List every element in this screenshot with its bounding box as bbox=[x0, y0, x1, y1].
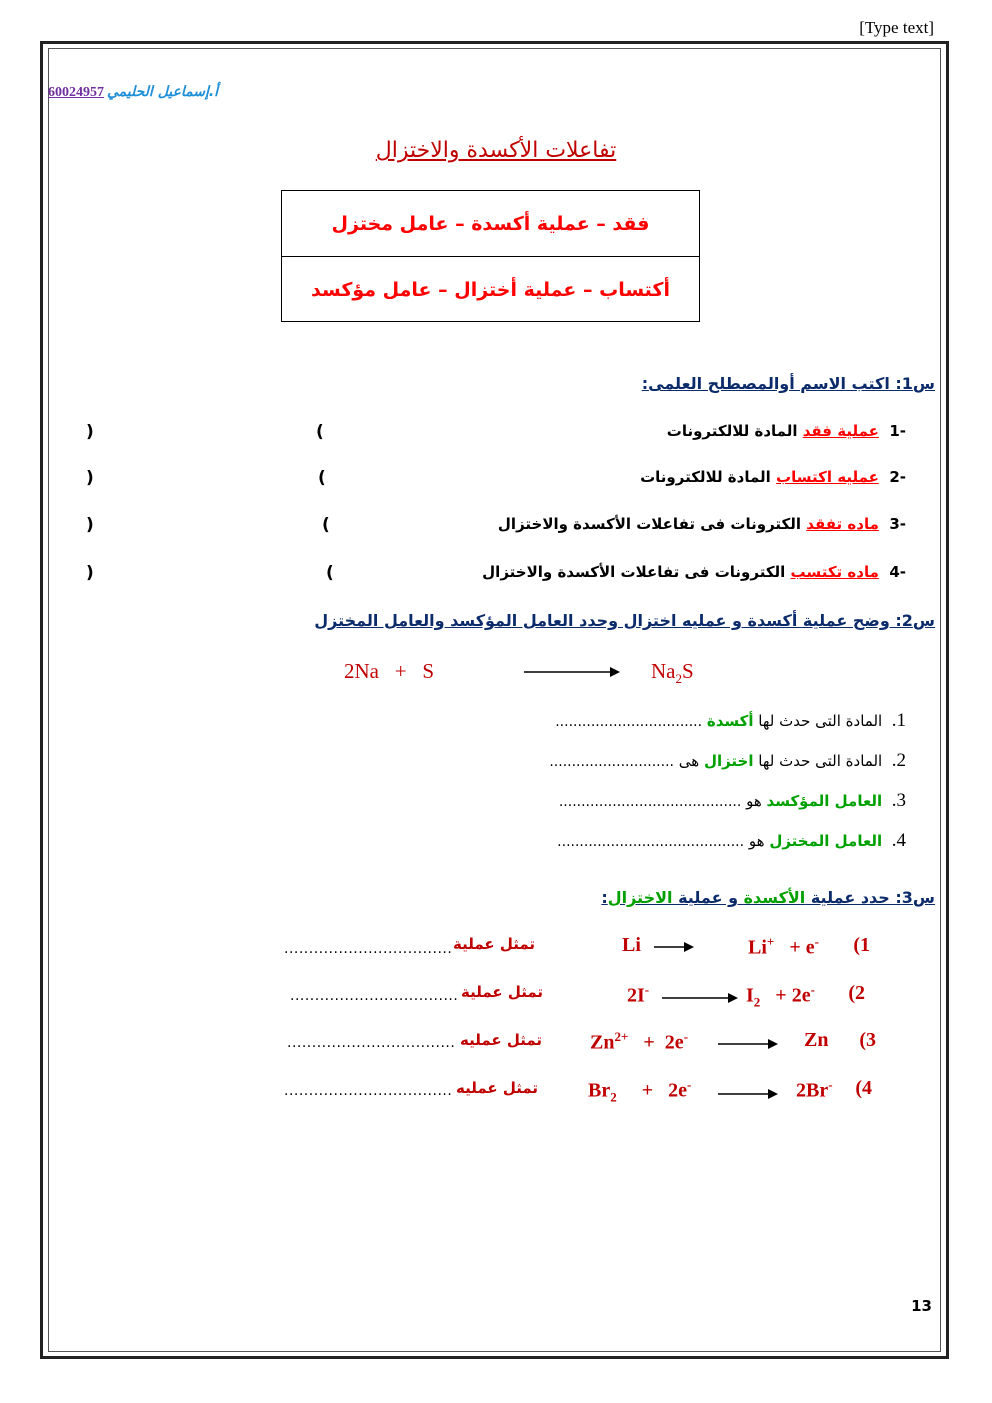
q2-item-number: 3. bbox=[891, 790, 906, 811]
q2-item-text-end: هو bbox=[748, 832, 770, 850]
summary-table bbox=[281, 190, 700, 322]
q2-item-text-end: هو bbox=[746, 792, 767, 810]
q2-item bbox=[549, 750, 906, 772]
q2-equation-reactants: 2Na + S bbox=[344, 659, 435, 683]
species-charge: - bbox=[644, 982, 650, 997]
plus-sign: + bbox=[641, 1079, 654, 1102]
q3-reaction-arrow bbox=[716, 1036, 780, 1052]
q1-item-text: المادة للالكترونات bbox=[640, 468, 777, 486]
electron: + e bbox=[789, 936, 815, 959]
q1-item-text: الكترونات فى تفاعلات الأكسدة والاختزال bbox=[482, 563, 791, 581]
q1-item-number: -2 bbox=[889, 468, 906, 486]
q2-item-number: 1. bbox=[891, 710, 906, 731]
electron: + 2e bbox=[775, 984, 811, 1007]
summary-row-oxidation: فقد – عملية أكسدة – عامل مختزل bbox=[331, 212, 650, 235]
product-symbol: Na bbox=[651, 659, 676, 683]
q3-reaction-index: (3 bbox=[859, 1029, 876, 1051]
q3-heading-colon: : bbox=[601, 888, 608, 907]
q1-item bbox=[667, 422, 906, 440]
electron-charge: - bbox=[683, 1029, 689, 1044]
species: 2Br bbox=[796, 1079, 829, 1102]
page-title bbox=[0, 138, 992, 163]
q2-item-keyword: أكسدة bbox=[706, 712, 754, 730]
species-charge: 2+ bbox=[614, 1029, 629, 1044]
q1-answer-paren-close[interactable]: ) bbox=[86, 515, 94, 535]
q3-answer-blank[interactable]: .................................. bbox=[287, 1035, 456, 1051]
q2-item-number: 4. bbox=[891, 830, 906, 851]
q1-answer-paren-open: ( bbox=[318, 468, 326, 488]
q3-reaction-index: (2 bbox=[848, 982, 865, 1004]
q3-reaction-index: (4 bbox=[855, 1077, 872, 1099]
q1-heading: س1: اكتب الاسم أوالمصطلح العلمى: bbox=[641, 374, 935, 393]
q1-item-text: المادة للالكترونات bbox=[666, 422, 803, 440]
q3-answer-label: تمثل عملية bbox=[453, 935, 536, 953]
q3-reaction-reactant bbox=[590, 1029, 688, 1055]
q1-answer-paren-close[interactable]: ) bbox=[86, 563, 94, 583]
q2-item bbox=[555, 710, 906, 732]
header-type-text: [Type text] bbox=[859, 18, 934, 37]
q3-reaction-product bbox=[748, 934, 819, 960]
q1-answer-paren-open: ( bbox=[322, 515, 330, 535]
species-charge: - bbox=[828, 1077, 833, 1092]
electron: 2e bbox=[664, 1031, 684, 1054]
q3-reaction-product bbox=[796, 1077, 833, 1103]
page-title-text: تفاعلات الأكسدة والاختزال bbox=[375, 138, 617, 163]
species: 2I bbox=[627, 984, 645, 1007]
q3-reaction-reactant bbox=[627, 982, 649, 1008]
summary-row-reduction: أكتساب – عملية أختزال – عامل مؤكسد bbox=[282, 256, 699, 322]
q1-answer-paren-close[interactable]: ) bbox=[86, 468, 94, 488]
q2-item-keyword: العامل المؤكسد bbox=[766, 792, 883, 810]
q2-answer-blank[interactable]: ............................ bbox=[549, 754, 674, 770]
q1-item bbox=[498, 515, 906, 533]
q2-answer-blank[interactable]: ......................................... bbox=[558, 794, 742, 810]
q1-answer-paren-close[interactable]: ) bbox=[86, 422, 94, 442]
q2-item-keyword: اختزال bbox=[703, 752, 754, 770]
q2-item-number: 2. bbox=[891, 750, 906, 771]
q1-item-text: الكترونات فى تفاعلات الأكسدة والاختزال bbox=[497, 515, 807, 533]
q3-reaction-product: Zn bbox=[804, 1029, 829, 1051]
q3-answer-label: تمثل عمليه bbox=[456, 1079, 539, 1097]
q3-answer-blank[interactable]: .................................. bbox=[284, 1083, 453, 1099]
q3-heading-reduction: الاختزال bbox=[607, 888, 673, 907]
q3-answer-blank[interactable]: .................................. bbox=[284, 941, 453, 957]
q2-item-text: المادة التى حدث لها bbox=[753, 752, 883, 770]
q2-heading: س2: وضح عملية أكسدة و عمليه اختزال وحدد العامل المؤكسد والعامل المختزل bbox=[314, 611, 935, 630]
q3-answer-blank[interactable]: .................................. bbox=[290, 988, 459, 1004]
q1-item-highlight: ماده تفقد bbox=[806, 515, 879, 533]
q2-equation-arrow bbox=[522, 664, 622, 680]
q3-reaction-reactant bbox=[588, 1077, 691, 1106]
page-number: 13 bbox=[911, 1297, 932, 1315]
species-charge: + bbox=[766, 934, 775, 949]
q1-item-highlight: ماده تكتسب bbox=[790, 563, 879, 581]
q3-heading bbox=[601, 888, 935, 907]
q2-item-text: المادة التى حدث لها bbox=[753, 712, 883, 730]
q2-answer-blank[interactable]: .......................................... bbox=[557, 834, 745, 850]
electron: 2e bbox=[668, 1079, 688, 1102]
q1-item-number: -3 bbox=[889, 515, 906, 533]
q1-item-number: -4 bbox=[889, 563, 906, 581]
species-subscript: 2 bbox=[753, 994, 761, 1010]
teacher-phone: 60024957 bbox=[48, 85, 104, 100]
q2-item bbox=[557, 830, 906, 852]
q1-item-highlight: عملية فقد bbox=[802, 422, 879, 440]
electron-charge: - bbox=[687, 1077, 692, 1092]
teacher-name: أ.إسماعيل الحليمي bbox=[107, 84, 219, 100]
q3-answer-label: تمثل عملية bbox=[461, 983, 544, 1001]
q1-answer-paren-open: ( bbox=[326, 563, 334, 583]
species: Zn bbox=[590, 1031, 615, 1054]
species: Li bbox=[748, 936, 767, 959]
electron-charge: - bbox=[814, 934, 819, 949]
q1-item-highlight: عمليه اكتساب bbox=[776, 468, 879, 486]
q2-item-keyword: العامل المختزل bbox=[769, 832, 883, 850]
q3-answer-label: تمثل عمليه bbox=[460, 1031, 543, 1049]
plus-sign: + bbox=[643, 1031, 655, 1054]
q2-item bbox=[559, 790, 906, 812]
q3-heading-oxidation: الأكسدة bbox=[743, 888, 806, 907]
q3-heading-text: س3: حدد عملية bbox=[805, 888, 935, 907]
product-symbol-end: S bbox=[682, 659, 694, 683]
q3-reaction-arrow bbox=[652, 939, 696, 955]
species: I bbox=[746, 984, 754, 1007]
product-subscript: 2 bbox=[675, 671, 682, 687]
q3-reaction-arrow bbox=[660, 990, 740, 1006]
teacher-credit bbox=[48, 84, 218, 101]
q3-reaction-product bbox=[746, 982, 815, 1011]
species: Br bbox=[588, 1079, 611, 1102]
q2-equation-product bbox=[651, 659, 694, 687]
q2-item-text-end: هى bbox=[678, 752, 704, 770]
q3-reaction-reactant: Li bbox=[622, 934, 641, 956]
q3-heading-mid: و عملية bbox=[672, 888, 744, 907]
q1-item bbox=[482, 563, 906, 581]
species-subscript: 2 bbox=[610, 1089, 617, 1105]
q1-item-number: -1 bbox=[889, 422, 906, 440]
q2-answer-blank[interactable]: ................................. bbox=[555, 714, 703, 730]
q3-reaction-arrow bbox=[716, 1086, 780, 1102]
q1-item bbox=[640, 468, 906, 486]
electron-charge: - bbox=[810, 982, 815, 997]
q3-reaction-index: (1 bbox=[853, 934, 870, 956]
q1-answer-paren-open: ( bbox=[316, 422, 324, 442]
